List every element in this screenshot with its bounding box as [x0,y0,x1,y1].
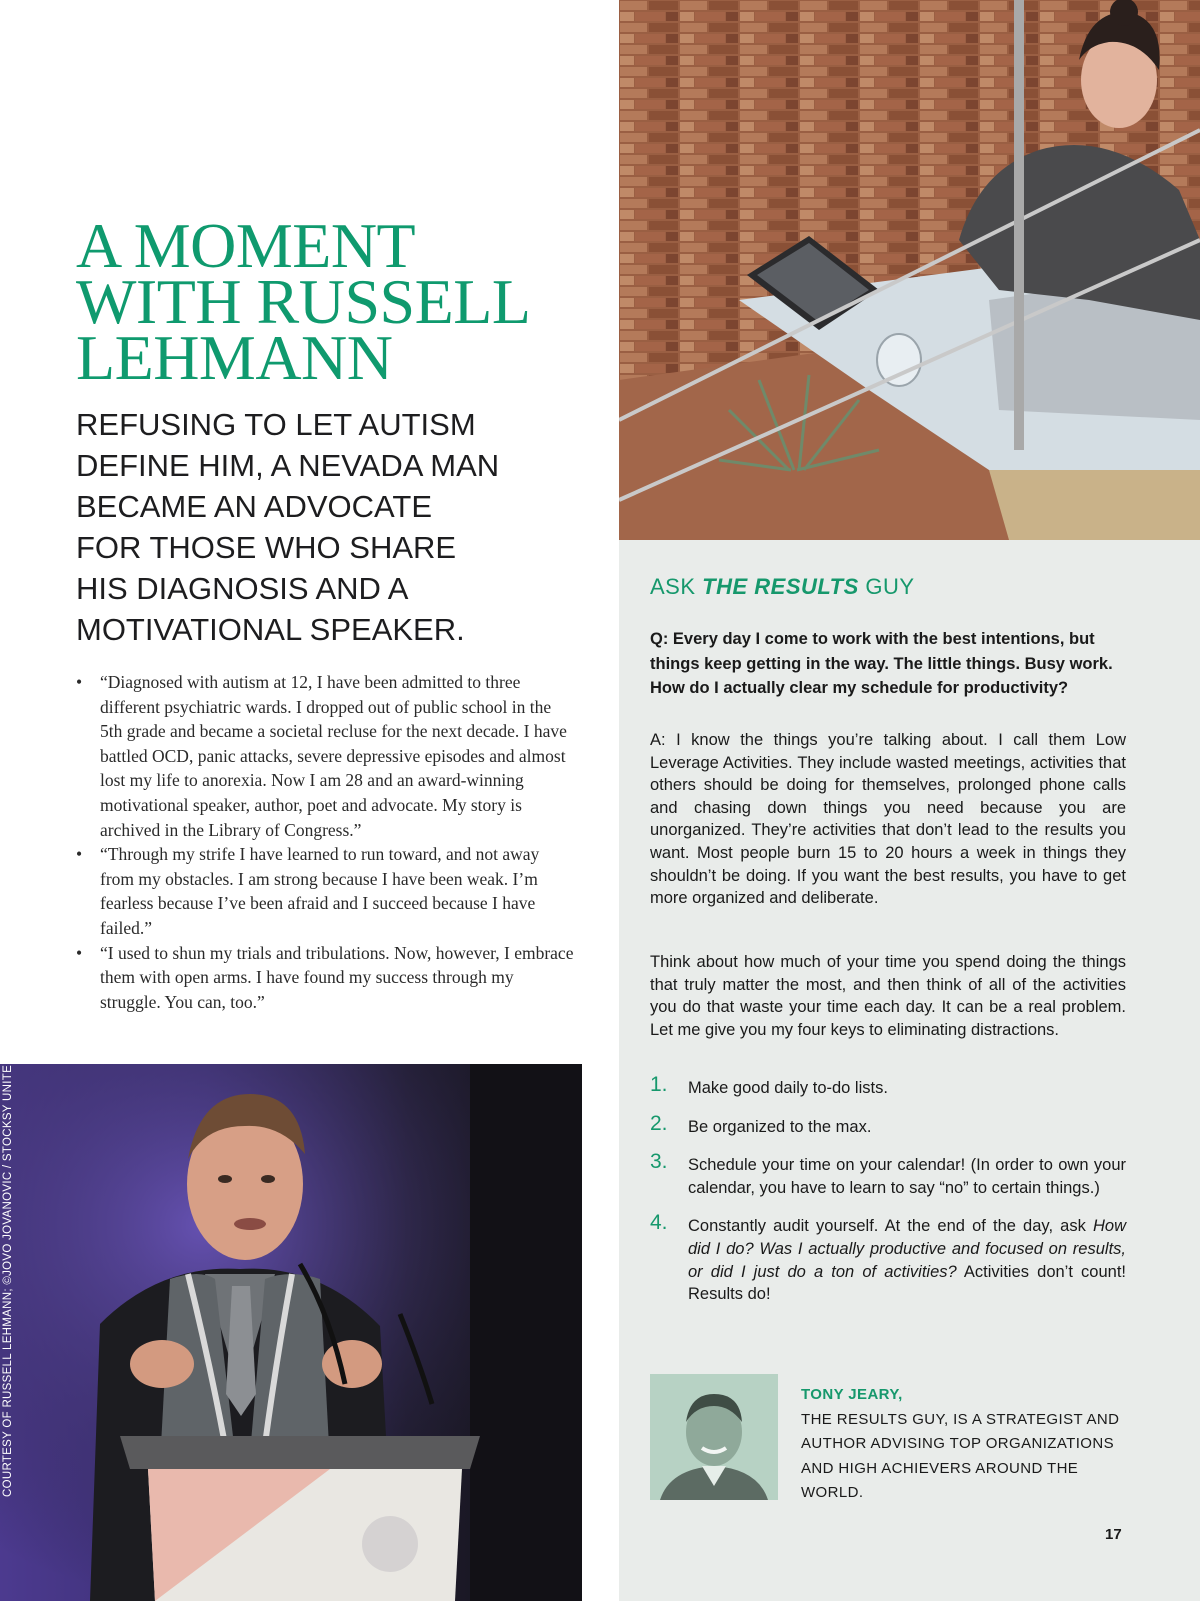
author-name: TONY JEARY, [801,1386,903,1403]
quote-item: • “Through my strife I have learned to run toward, and not away from my obstacles. I am strong because I have been weak. I’m fearless because I’ve been afraid and I succeed because I have failed.” [76,842,576,940]
key-number: 2. [650,1111,668,1135]
deck-line: MOTIVATIONAL SPEAKER. [76,612,465,647]
quote-item: • “Diagnosed with autism at 12, I have been admitted to three different psychiatric wards. I dropped out of public school in the 5th grade and became a societal recluse for the next decade. I have battled OCD, panic attacks, severe depressive episodes and almost lost my life to anorexia. Now I am 28 and an award-winning motivational speaker, author, poet and advocate. My story is archived in the Library of Congress.” [76,670,576,842]
author-illustration [650,1374,778,1500]
answer-paragraph: Think about how much of your time you spend doing the things that truly matter the most, and then think of all of the activities you do that waste your time each day. It can be a real problem. Let me give you my four keys to eliminating distractions. [650,953,1126,1039]
key-item [650,1073,1126,1100]
deck-line: BECAME AN ADVOCATE [76,489,433,524]
key-text-italic: How did I do? Was I actually productive and focused on results, or did I just do a ton of activities? [688,1217,1126,1281]
column-title-emphasis: THE RESULTS [702,574,859,599]
deck-line: FOR THOSE WHO SHARE [76,530,457,565]
author-description: THE RESULTS GUY, IS A STRATEGIST AND AUTHOR ADVISING TOP ORGANIZATIONS AND HIGH ACHIEVERS AROUND THE WORLD. [801,1410,1120,1501]
key-number: 1. [650,1073,668,1096]
key-text: Activities don’t count! Results do! [688,1262,1126,1304]
author-headshot [650,1374,778,1500]
photo-credit: COURTESY OF RUSSELL LEHMANN; ©JOVO JOVANOVIC / STOCKSY UNITED [2,1056,14,1497]
office-photo [619,0,1200,540]
key-text: Schedule your time on your calendar! (In order to own your calendar, you have to learn to say “no” to certain things.) [688,1156,1126,1197]
reader-question: Q: Every day I come to work with the best intentions, but things keep getting in the way. The little things. Busy work. How do I actually clear my schedule for productivity? [650,630,1113,697]
headline-line: LEHMANN [76,322,393,393]
key-item [650,1211,1126,1305]
column-title-suffix: GUY [858,574,915,599]
answer-paragraph: A: I know the things you’re talking about. I call them Low Leverage Activities. They include wasted meetings, activities that others should be doing for themselves, prolonged phone calls and chasing down things you need because you are unorganized. They’re activities that don’t lead to the results you want. Most people burn 15 to 20 hours a week in things they shouldn’t be doing. If you want the best results, you have to get more organized and deliberate. [650,731,1126,908]
page-number: 17 [1105,1526,1122,1543]
deck-line: DEFINE HIM, A NEVADA MAN [76,448,500,483]
quote-list [76,670,576,1014]
quote-item: • “I used to shun my trials and tribulations. Now, however, I embrace them with open arms. I have found my success through my struggle. You can, too.” [76,941,576,1015]
key-number: 4. [650,1211,668,1235]
speaker-photo [0,1064,582,1601]
office-illustration [619,0,1200,540]
speaker-illustration [0,1064,582,1601]
column-title-prefix: ASK [650,574,703,599]
column-title [650,574,915,600]
article-headline [76,210,596,393]
article-deck [76,404,576,650]
headline-line: A MOMENT [76,210,416,281]
deck-line: REFUSING TO LET AUTISM [76,407,476,442]
key-text: Make good daily to-do lists. [688,1079,888,1097]
key-text: Be organized to the max. [688,1117,872,1136]
key-item [650,1111,1126,1139]
key-item [650,1150,1126,1199]
key-number: 3. [650,1150,668,1174]
keys-list [650,1073,1126,1322]
deck-line: HIS DIAGNOSIS AND A [76,571,409,606]
key-text: Constantly audit yourself. At the end of the day, ask [688,1217,1093,1236]
headline-line: WITH RUSSELL [76,266,531,337]
author-bio [801,1383,1131,1506]
